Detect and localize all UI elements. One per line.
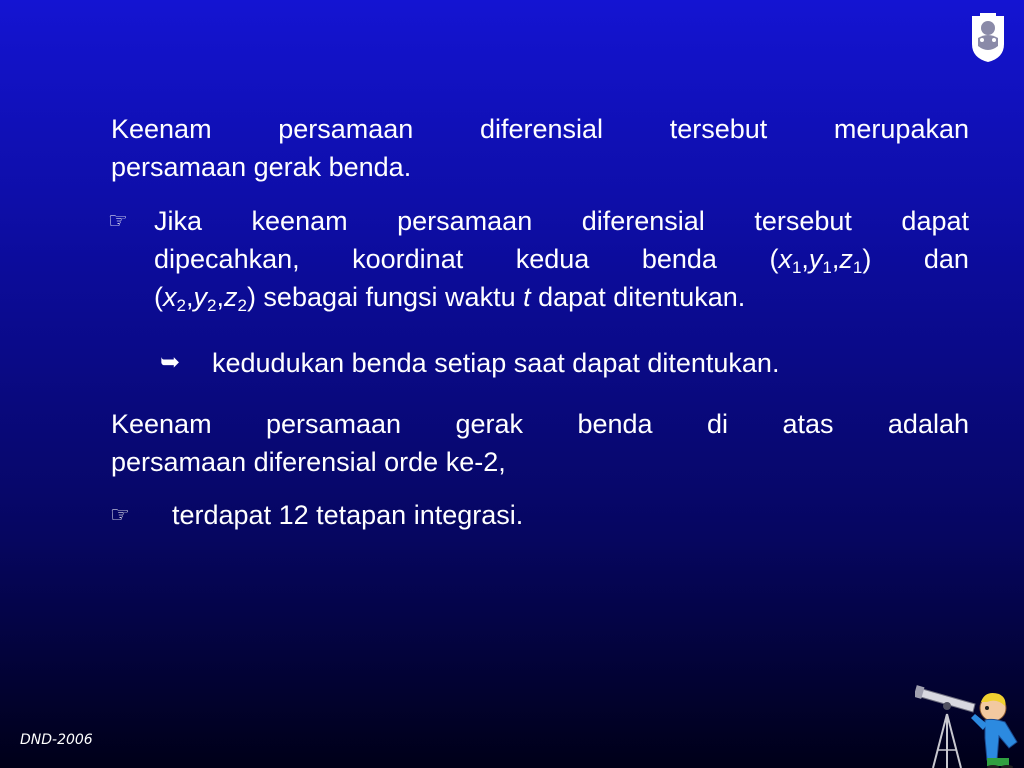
- paragraph-order-line1: Keenam persamaan gerak benda di atas adalah: [111, 409, 969, 439]
- subscript-2: 2: [237, 296, 247, 315]
- subscript-2: 2: [176, 296, 186, 315]
- line2-words-dan: dan: [923, 244, 969, 274]
- pointing-hand-icon: ☞: [108, 208, 128, 233]
- footer-label: DND-2006: [20, 732, 93, 748]
- bullet-solution-line1: Jika keenam persamaan diferensial tersebut dapat: [154, 206, 969, 236]
- var-x: x: [778, 244, 792, 274]
- paragraph-intro-line2: persamaan gerak benda.: [111, 152, 412, 182]
- paragraph-order: [111, 405, 969, 481]
- telescope-astronomer-icon: [915, 678, 1024, 768]
- var-z: z: [223, 282, 238, 312]
- bullet-solution-line3: $(x_2,y_2,z_2)$ sebagai fungsi waktu t dapat ditentukan.: [154, 282, 746, 315]
- curved-arrow-icon: ➥: [160, 349, 181, 376]
- var-y: y: [808, 244, 823, 274]
- bullet-solution-line2: [154, 240, 969, 278]
- var-x: x: [163, 282, 177, 312]
- subscript-2: 2: [206, 296, 217, 315]
- arrow-item-line: kedudukan benda setiap saat dapat ditentukan.: [212, 348, 780, 378]
- line2-words-left: dipecahkan,: [154, 244, 300, 274]
- subscript-1: 1: [791, 258, 802, 277]
- bullet-solution-text: [154, 202, 969, 316]
- paragraph-intro: [111, 110, 969, 186]
- subscript-1: 1: [822, 258, 832, 277]
- paragraph-intro-line1: Keenam persamaan diferensial tersebut merupakan: [111, 114, 969, 144]
- subscript-1: 1: [852, 258, 863, 277]
- var-z: z: [839, 244, 853, 274]
- line2-words-kedua: kedua: [515, 244, 590, 274]
- coord-tuple-1: $(x_1,y_1,z_1)$: [769, 244, 872, 277]
- var-y: y: [193, 282, 207, 312]
- var-t: t: [523, 282, 531, 312]
- paragraph-order-line2: persamaan diferensial orde ke-2,: [111, 447, 506, 477]
- arrow-item-text: [212, 344, 972, 382]
- bullet-constants-text: [172, 496, 972, 534]
- line2-words-koordinat: koordinat: [352, 244, 464, 274]
- line2-words-benda: benda: [641, 244, 717, 274]
- pointing-hand-icon: ☞: [110, 502, 130, 527]
- institution-logo-icon: [968, 10, 1008, 64]
- bullet-constants-line: terdapat 12 tetapan integrasi.: [172, 500, 524, 530]
